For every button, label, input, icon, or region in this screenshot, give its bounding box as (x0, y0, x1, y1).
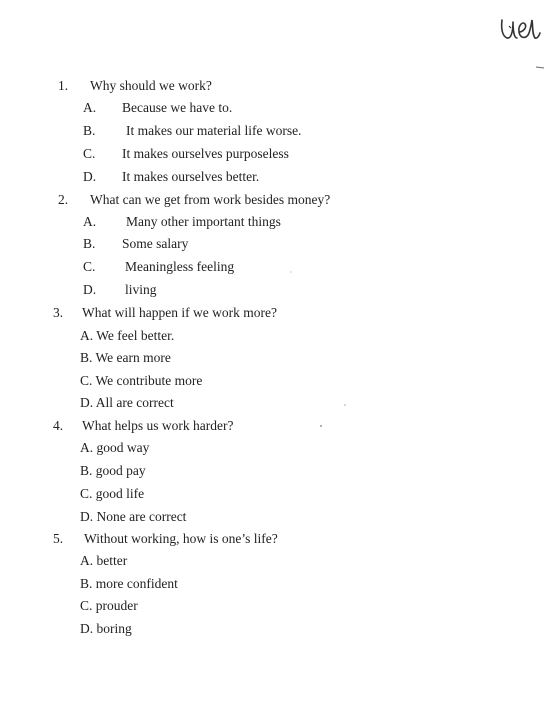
option-text: Many other important things (126, 214, 281, 229)
option-text: It makes ourselves better. (122, 169, 260, 184)
option-text: living (125, 282, 157, 297)
question-number: 1. (58, 78, 69, 93)
option-d: D. All are correct (80, 395, 174, 410)
option-letter: D. (83, 169, 97, 184)
question-number: 2. (58, 192, 69, 207)
question-text: What will happen if we work more? (82, 305, 277, 320)
option-c: C. good life (80, 486, 145, 501)
option-d: D. None are correct (80, 509, 187, 524)
handwriting-icon (498, 14, 542, 46)
question-text: Without working, how is one’s life? (84, 531, 278, 546)
option-b: B. We earn more (80, 350, 171, 365)
option-b: B. good pay (80, 463, 146, 478)
option-c: C. We contribute more (80, 373, 203, 388)
question-number: 5. (53, 531, 64, 546)
question-text: What helps us work harder? (82, 418, 234, 433)
option-letter: A. (83, 100, 97, 115)
option-text: It makes our material life worse. (126, 123, 302, 138)
option-text: Some salary (122, 236, 189, 251)
question-number: 3. (53, 305, 64, 320)
scan-speck (344, 404, 346, 406)
option-c: C. prouder (80, 598, 138, 613)
option-letter: D. (83, 282, 97, 297)
option-letter: A. (83, 214, 97, 229)
question-text: Why should we work? (90, 78, 212, 93)
option-letter: B. (83, 123, 96, 138)
option-a: A. good way (80, 440, 150, 455)
option-b: B. more confident (80, 576, 178, 591)
handwritten-mark (498, 14, 542, 46)
option-text: Because we have to. (122, 100, 233, 115)
option-letter: B. (83, 236, 96, 251)
option-a: A. better (80, 553, 128, 568)
option-letter: C. (83, 259, 96, 274)
option-text: Meaningless feeling (125, 259, 235, 274)
option-letter: C. (83, 146, 96, 161)
small-pen-mark (536, 56, 544, 60)
option-text: It makes ourselves purposeless (122, 146, 289, 161)
scan-speck (290, 271, 292, 273)
question-number: 4. (53, 418, 64, 433)
option-a: A. We feel better. (80, 328, 175, 343)
question-text: What can we get from work besides money? (90, 192, 331, 207)
scan-speck (320, 425, 322, 427)
option-d: D. boring (80, 621, 132, 636)
